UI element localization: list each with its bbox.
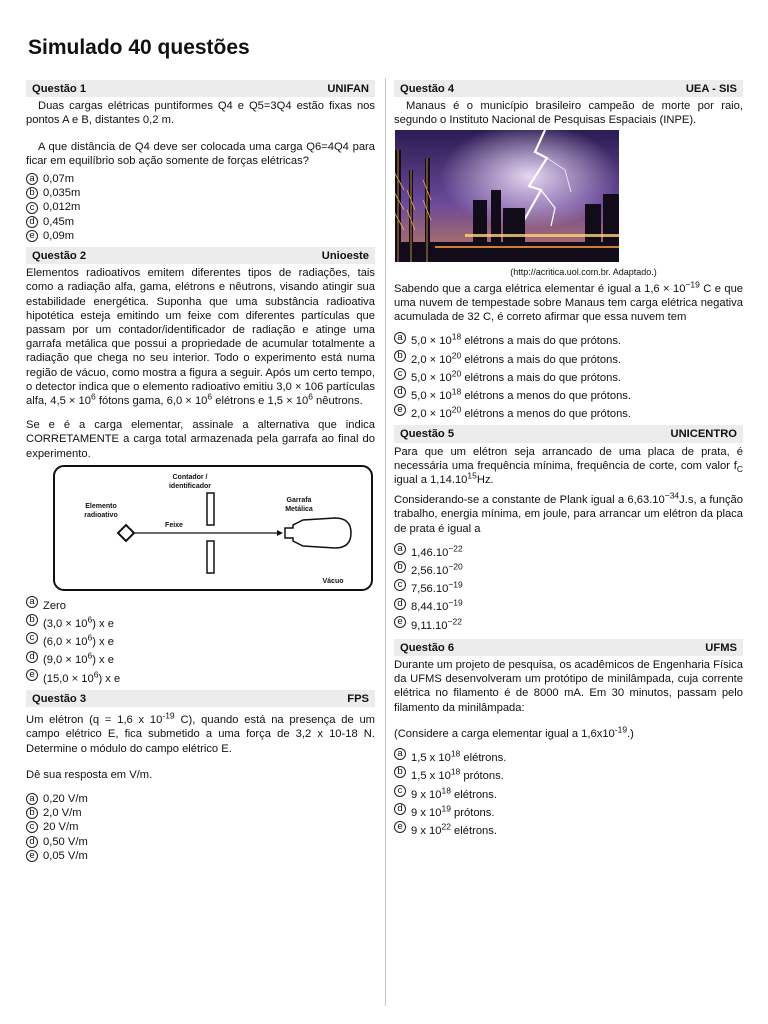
text-run: elétrons. bbox=[450, 788, 497, 801]
text-run: 9 x 10 bbox=[411, 806, 442, 819]
option-letter-circle[interactable]: d bbox=[26, 651, 38, 663]
subscript: C bbox=[736, 464, 743, 475]
text-run: fótons gama, 6,0 × 10 bbox=[95, 395, 208, 408]
exponent: 6 bbox=[93, 668, 99, 679]
option-text: 2,0 V/m bbox=[43, 807, 82, 820]
option-letter-circle[interactable]: e bbox=[26, 850, 38, 862]
exponent: −22 bbox=[447, 615, 462, 626]
option-letter-circle[interactable]: a bbox=[394, 748, 406, 760]
label-elemento: Elemento bbox=[85, 502, 117, 510]
text-run: 9,11.10 bbox=[411, 619, 448, 632]
option-letter-circle[interactable]: b bbox=[26, 614, 38, 626]
question-5-option-a[interactable] bbox=[394, 542, 743, 560]
question-1-source: UNIFAN bbox=[327, 83, 369, 95]
option-letter-circle[interactable]: c bbox=[26, 821, 38, 833]
text-run: 1,5 x 10 bbox=[411, 752, 451, 765]
text-run: prótons. bbox=[460, 770, 504, 783]
question-3-options bbox=[26, 792, 375, 863]
text-run: (6,0 × 10 bbox=[43, 636, 88, 649]
question-2-text-2: Se e é a carga elementar, assinale a alternativa que indica CORRETAMENTE a carga total armazenada pela garrafa ao final do experimento. bbox=[26, 419, 375, 460]
exponent: 20 bbox=[451, 349, 462, 360]
option-text: 0,50 V/m bbox=[43, 835, 88, 848]
exponent: 18 bbox=[451, 386, 462, 397]
text-run: elétrons. bbox=[460, 752, 507, 765]
question-1-text-1: Duas cargas elétricas puntiformes Q4 e Q5=3Q4 estão fixas nos pontos A e B, distantes 0,2 m. bbox=[26, 100, 375, 127]
option-text bbox=[43, 632, 114, 649]
exponent: 6 bbox=[87, 632, 93, 643]
question-3-text-2: Dê sua resposta em V/m. bbox=[26, 768, 153, 781]
option-text bbox=[411, 748, 507, 765]
text-run: 5,0 × 10 bbox=[411, 335, 452, 348]
question-5-option-c[interactable] bbox=[394, 578, 743, 596]
text-run: elétrons a mais do que prótons. bbox=[461, 335, 622, 348]
exponent: −34 bbox=[664, 490, 680, 501]
question-6-option-c[interactable] bbox=[394, 784, 743, 802]
option-text bbox=[43, 599, 66, 613]
text-run: Hz. bbox=[476, 474, 494, 487]
exponent: 20 bbox=[451, 368, 462, 379]
exponent: 6 bbox=[91, 391, 96, 402]
text-run: C e que uma nuvem de tempestade sobre Manaus tem carga elétrica negativa acumulada de 32 C, é correto afirmar que essa nuvem tem bbox=[394, 282, 744, 324]
text-run: 2,0 × 10 bbox=[411, 408, 452, 421]
text-run: prótons. bbox=[450, 806, 495, 819]
exponent: 22 bbox=[441, 821, 451, 832]
label-contador: Contador / bbox=[172, 473, 208, 481]
question-6-option-e[interactable] bbox=[394, 820, 743, 838]
text-run: 1,5 x 10 bbox=[411, 770, 451, 783]
detector-plate-bottom bbox=[207, 541, 214, 573]
option-text bbox=[411, 802, 495, 820]
option-text bbox=[411, 368, 622, 385]
option-letter-circle[interactable]: c bbox=[394, 579, 406, 591]
exponent: −22 bbox=[448, 543, 463, 554]
text-run: Considerando-se a constante de Plank igual a 6,63.10 bbox=[394, 494, 665, 507]
option-letter-circle[interactable]: b bbox=[394, 350, 406, 362]
option-text bbox=[43, 650, 114, 667]
question-6-text-1: Durante um projeto de pesquisa, os acadêmicos de Engenharia Física da UFMS desenvolveram um protótipo de minilâmpada, cuja corrente elétrica no filamento é de 8000 mA. Em 30 minutos, passam pelo filamento da minilâmpada: bbox=[394, 659, 743, 714]
text-run: elétrons a mais do que prótons. bbox=[461, 371, 622, 384]
exponent: 6 bbox=[207, 391, 213, 402]
question-2-option-e[interactable] bbox=[26, 668, 375, 686]
question-3-label: Questão 3 bbox=[32, 692, 87, 705]
option-text bbox=[411, 331, 622, 348]
option-text: 20 V/m bbox=[43, 821, 79, 834]
text-run: Zero bbox=[43, 599, 67, 612]
question-6-option-a[interactable] bbox=[394, 747, 743, 765]
question-2-option-a[interactable] bbox=[26, 595, 375, 613]
option-letter-circle[interactable]: b bbox=[26, 187, 38, 199]
option-text bbox=[411, 579, 463, 596]
question-1-option-b[interactable] bbox=[26, 186, 375, 200]
label-radioativo: radioativo bbox=[84, 511, 118, 519]
option-letter-circle[interactable]: a bbox=[394, 332, 406, 344]
question-4-label: Questão 4 bbox=[400, 83, 455, 95]
exponent: 18 bbox=[451, 331, 462, 342]
option-letter-circle[interactable]: e bbox=[26, 230, 38, 242]
question-1-header bbox=[26, 80, 375, 97]
text-run: (Considere a carga elementar igual a 1,6x10 bbox=[394, 727, 615, 740]
question-5-source: UNICENTRO bbox=[670, 428, 737, 441]
exponent: 20 bbox=[451, 404, 462, 415]
text-run: nêutrons. bbox=[312, 395, 363, 408]
question-2-text-1 bbox=[26, 266, 375, 408]
question-3-option-e[interactable] bbox=[26, 849, 375, 863]
option-letter-circle[interactable]: b bbox=[394, 561, 406, 573]
lightning-photo bbox=[395, 130, 619, 262]
option-text: 0,45m bbox=[43, 215, 75, 228]
question-6-source: UFMS bbox=[705, 641, 737, 654]
question-5-header bbox=[394, 425, 743, 442]
question-2-label: Questão 2 bbox=[32, 250, 87, 263]
question-1-option-c[interactable] bbox=[26, 200, 375, 214]
question-3-text-1 bbox=[26, 710, 375, 756]
option-text: 0,05 V/m bbox=[43, 849, 88, 862]
option-letter-circle[interactable]: d bbox=[26, 216, 38, 228]
question-4-option-d[interactable] bbox=[394, 385, 743, 403]
option-text bbox=[43, 614, 114, 631]
text-run: Elementos radioativos emitem diferentes tipos de radiações, tais como a radiação alfa, gama, elétrons e nêutrons, visando atingir sua estabilidade energética. Suponha que uma substância radioativa hipotética esteja emitindo um feixe com diferentes partículas que passam por um contador/identificador de radiação e atinge uma garrafa metálica que possui a propriedade de acumular totalmente a radiação que chega no seu interior. Todo o experimento está numa região de vácuo, como mostra a figura a seguir. Após um certo tempo, o detector indica que o elemento radioativo emitiu 3,0 × 106 partículas alfa, 4,5 × 10 bbox=[26, 267, 375, 408]
option-letter-circle[interactable]: e bbox=[394, 616, 406, 628]
text-run: Um elétron (q = 1,6 x 10 bbox=[26, 714, 163, 727]
question-2-option-d[interactable] bbox=[26, 649, 375, 667]
text-run: 5,0 × 10 bbox=[411, 371, 452, 384]
question-6-options bbox=[394, 747, 743, 838]
question-4-text-2 bbox=[394, 279, 744, 325]
label-garrafa: Garrafa bbox=[286, 496, 312, 504]
question-4-option-c[interactable] bbox=[394, 367, 743, 385]
text-run: elétrons a menos do que prótons. bbox=[461, 390, 632, 403]
label-vacuo: Vácuo bbox=[322, 577, 344, 585]
text-run: elétrons e 1,5 × 10 bbox=[212, 395, 309, 408]
text-run: 2,0 × 10 bbox=[411, 353, 452, 366]
exponent: −20 bbox=[448, 561, 463, 572]
option-text bbox=[43, 668, 121, 686]
question-6-label: Questão 6 bbox=[400, 641, 455, 654]
option-text bbox=[411, 386, 632, 403]
question-3-option-a[interactable] bbox=[26, 792, 375, 806]
question-5-options bbox=[394, 542, 743, 633]
question-4-text-1: Manaus é o município brasileiro campeão de morte por raio, segundo o Instituto Nacional de Pesquisas Espaciais (INPE). bbox=[394, 100, 743, 127]
option-letter-circle[interactable]: c bbox=[26, 632, 38, 644]
text-run: (3,0 × 10 bbox=[43, 618, 88, 631]
question-1-option-e[interactable] bbox=[26, 229, 375, 243]
question-2-option-b[interactable] bbox=[26, 613, 375, 631]
label-metalica: Metálica bbox=[285, 505, 313, 513]
option-text bbox=[411, 543, 463, 560]
question-1-label: Questão 1 bbox=[32, 83, 87, 95]
text-run: elétrons. bbox=[450, 824, 497, 837]
question-6-text-2 bbox=[394, 724, 743, 741]
question-1-options bbox=[26, 172, 375, 243]
exponent: −19 bbox=[448, 597, 463, 608]
exponent: 6 bbox=[87, 614, 93, 625]
text-run: 7,56.10 bbox=[411, 583, 449, 596]
option-letter-circle[interactable]: a bbox=[26, 793, 38, 805]
question-3-option-d[interactable] bbox=[26, 835, 375, 849]
option-text bbox=[411, 821, 497, 838]
text-run: elétrons a menos do que prótons. bbox=[461, 408, 632, 421]
text-run: 2,56.10 bbox=[411, 565, 449, 578]
detector-plate-top bbox=[207, 493, 214, 525]
radiation-experiment-diagram bbox=[53, 465, 373, 591]
exponent: 6 bbox=[87, 650, 93, 661]
text-run: 1,46.10 bbox=[411, 546, 449, 559]
question-4-header bbox=[394, 80, 743, 97]
option-letter-circle[interactable]: d bbox=[394, 803, 406, 815]
question-5-text-2 bbox=[394, 490, 743, 536]
text-run: igual a 1,14.10 bbox=[394, 474, 468, 487]
street-lights bbox=[465, 234, 619, 237]
question-5-option-b[interactable] bbox=[394, 560, 743, 578]
exponent: 6 bbox=[308, 391, 313, 402]
page-title: Simulado 40 questões bbox=[28, 36, 250, 59]
column-divider bbox=[385, 78, 386, 1006]
text-run: elétrons a mais do que prótons. bbox=[461, 353, 622, 366]
question-6-option-b[interactable] bbox=[394, 765, 743, 783]
text-run: ) x e bbox=[92, 618, 114, 631]
text-run: (15,0 × 10 bbox=[43, 672, 94, 685]
question-2-option-c[interactable] bbox=[26, 631, 375, 649]
exponent: 18 bbox=[450, 766, 461, 777]
text-run: Sabendo que a carga elétrica elementar é igual a 1,6 × 10 bbox=[394, 282, 686, 295]
option-letter-circle[interactable]: a bbox=[394, 543, 406, 555]
right-column bbox=[394, 80, 743, 838]
text-run: C), quando está na presença de um campo elétrico E, fica submetido a uma força de 3,2 x 10-18 N. Determine o módulo do campo elétrico E. bbox=[26, 714, 375, 755]
exponent: -19 bbox=[162, 710, 175, 721]
option-text bbox=[411, 561, 463, 578]
exponent: 18 bbox=[450, 748, 461, 759]
photo-caption: (http://acritica.uol.com.br. Adaptado.) bbox=[510, 266, 657, 277]
text-run: .) bbox=[627, 727, 634, 740]
option-letter-circle[interactable]: e bbox=[394, 404, 406, 416]
option-letter-circle[interactable]: a bbox=[26, 596, 38, 608]
question-5-label: Questão 5 bbox=[400, 428, 455, 441]
exponent: 19 bbox=[441, 802, 451, 813]
question-2-options bbox=[26, 595, 375, 686]
option-text bbox=[411, 597, 463, 614]
exponent: -19 bbox=[614, 724, 628, 735]
option-letter-circle[interactable]: b bbox=[394, 766, 406, 778]
text-run: ) x e bbox=[92, 654, 114, 667]
question-3-header bbox=[26, 690, 375, 707]
text-run: 9 x 10 bbox=[411, 788, 442, 801]
option-text bbox=[411, 766, 504, 783]
street-lights bbox=[435, 246, 619, 248]
left-column bbox=[26, 80, 375, 863]
question-4-option-e[interactable] bbox=[394, 403, 743, 421]
option-text: 0,07m bbox=[43, 173, 75, 186]
question-1-text-2: A que distância de Q4 deve ser colocada uma carga Q6=4Q4 para ficar em equilíbrio sob ação somente de forças elétricas? bbox=[26, 140, 375, 167]
text-run: ) x e bbox=[92, 636, 114, 649]
option-letter-circle[interactable]: d bbox=[26, 836, 38, 848]
text-run: (9,0 × 10 bbox=[43, 654, 88, 667]
option-letter-circle[interactable]: c bbox=[394, 785, 406, 797]
question-5-option-d[interactable] bbox=[394, 596, 743, 614]
text-run: Para que um elétron seja arrancado de uma placa de prata, é necessária uma frequência mínima, frequência de corte, com valor f bbox=[394, 445, 743, 472]
exponent: −19 bbox=[448, 579, 463, 590]
option-letter-circle[interactable]: d bbox=[394, 386, 406, 398]
question-4-option-a[interactable] bbox=[394, 330, 743, 348]
option-text: 0,035m bbox=[43, 187, 81, 200]
question-4-option-b[interactable] bbox=[394, 349, 743, 367]
text-run: ) x e bbox=[98, 672, 121, 685]
option-text bbox=[411, 404, 632, 421]
option-letter-circle[interactable]: c bbox=[394, 368, 406, 380]
question-6-header bbox=[394, 639, 743, 656]
option-text bbox=[411, 784, 497, 802]
question-3-option-c[interactable] bbox=[26, 820, 375, 834]
option-text bbox=[411, 615, 462, 633]
exponent: 15 bbox=[467, 470, 477, 481]
option-letter-circle[interactable]: d bbox=[394, 598, 406, 610]
question-1-option-a[interactable] bbox=[26, 172, 375, 186]
label-identificador: identificador bbox=[168, 482, 212, 490]
question-5-option-e[interactable] bbox=[394, 615, 743, 633]
question-5-text-1 bbox=[394, 445, 743, 488]
option-text: 0,09m bbox=[43, 229, 75, 242]
text-run: 5,0 × 10 bbox=[411, 390, 452, 403]
label-feixe: Feixe bbox=[165, 521, 183, 529]
question-4-options bbox=[394, 330, 743, 421]
question-2-source: Unioeste bbox=[321, 250, 369, 263]
option-letter-circle[interactable]: a bbox=[26, 173, 38, 185]
option-letter-circle[interactable]: e bbox=[26, 669, 38, 681]
question-3-option-b[interactable] bbox=[26, 806, 375, 820]
question-3-source: FPS bbox=[347, 692, 369, 705]
text-run: 9 x 10 bbox=[411, 824, 442, 837]
question-6-option-d[interactable] bbox=[394, 802, 743, 820]
option-letter-circle[interactable]: b bbox=[26, 807, 38, 819]
option-text: 0,20 V/m bbox=[43, 792, 88, 805]
text-run: J.s, a função trabalho, energia mínima, em joule, para arrancar um elétron da placa de prata é igual a bbox=[394, 494, 743, 535]
text-run: 8,44.10 bbox=[411, 601, 449, 614]
question-1-option-d[interactable] bbox=[26, 215, 375, 229]
question-4-source: UEA - SIS bbox=[685, 83, 737, 95]
exponent: −19 bbox=[685, 279, 700, 290]
option-letter-circle[interactable]: e bbox=[394, 821, 406, 833]
question-2-header bbox=[26, 247, 375, 264]
option-text: 0,012m bbox=[43, 201, 81, 214]
option-letter-circle[interactable]: c bbox=[26, 202, 38, 214]
option-text bbox=[411, 349, 622, 367]
exponent: 18 bbox=[441, 784, 451, 795]
